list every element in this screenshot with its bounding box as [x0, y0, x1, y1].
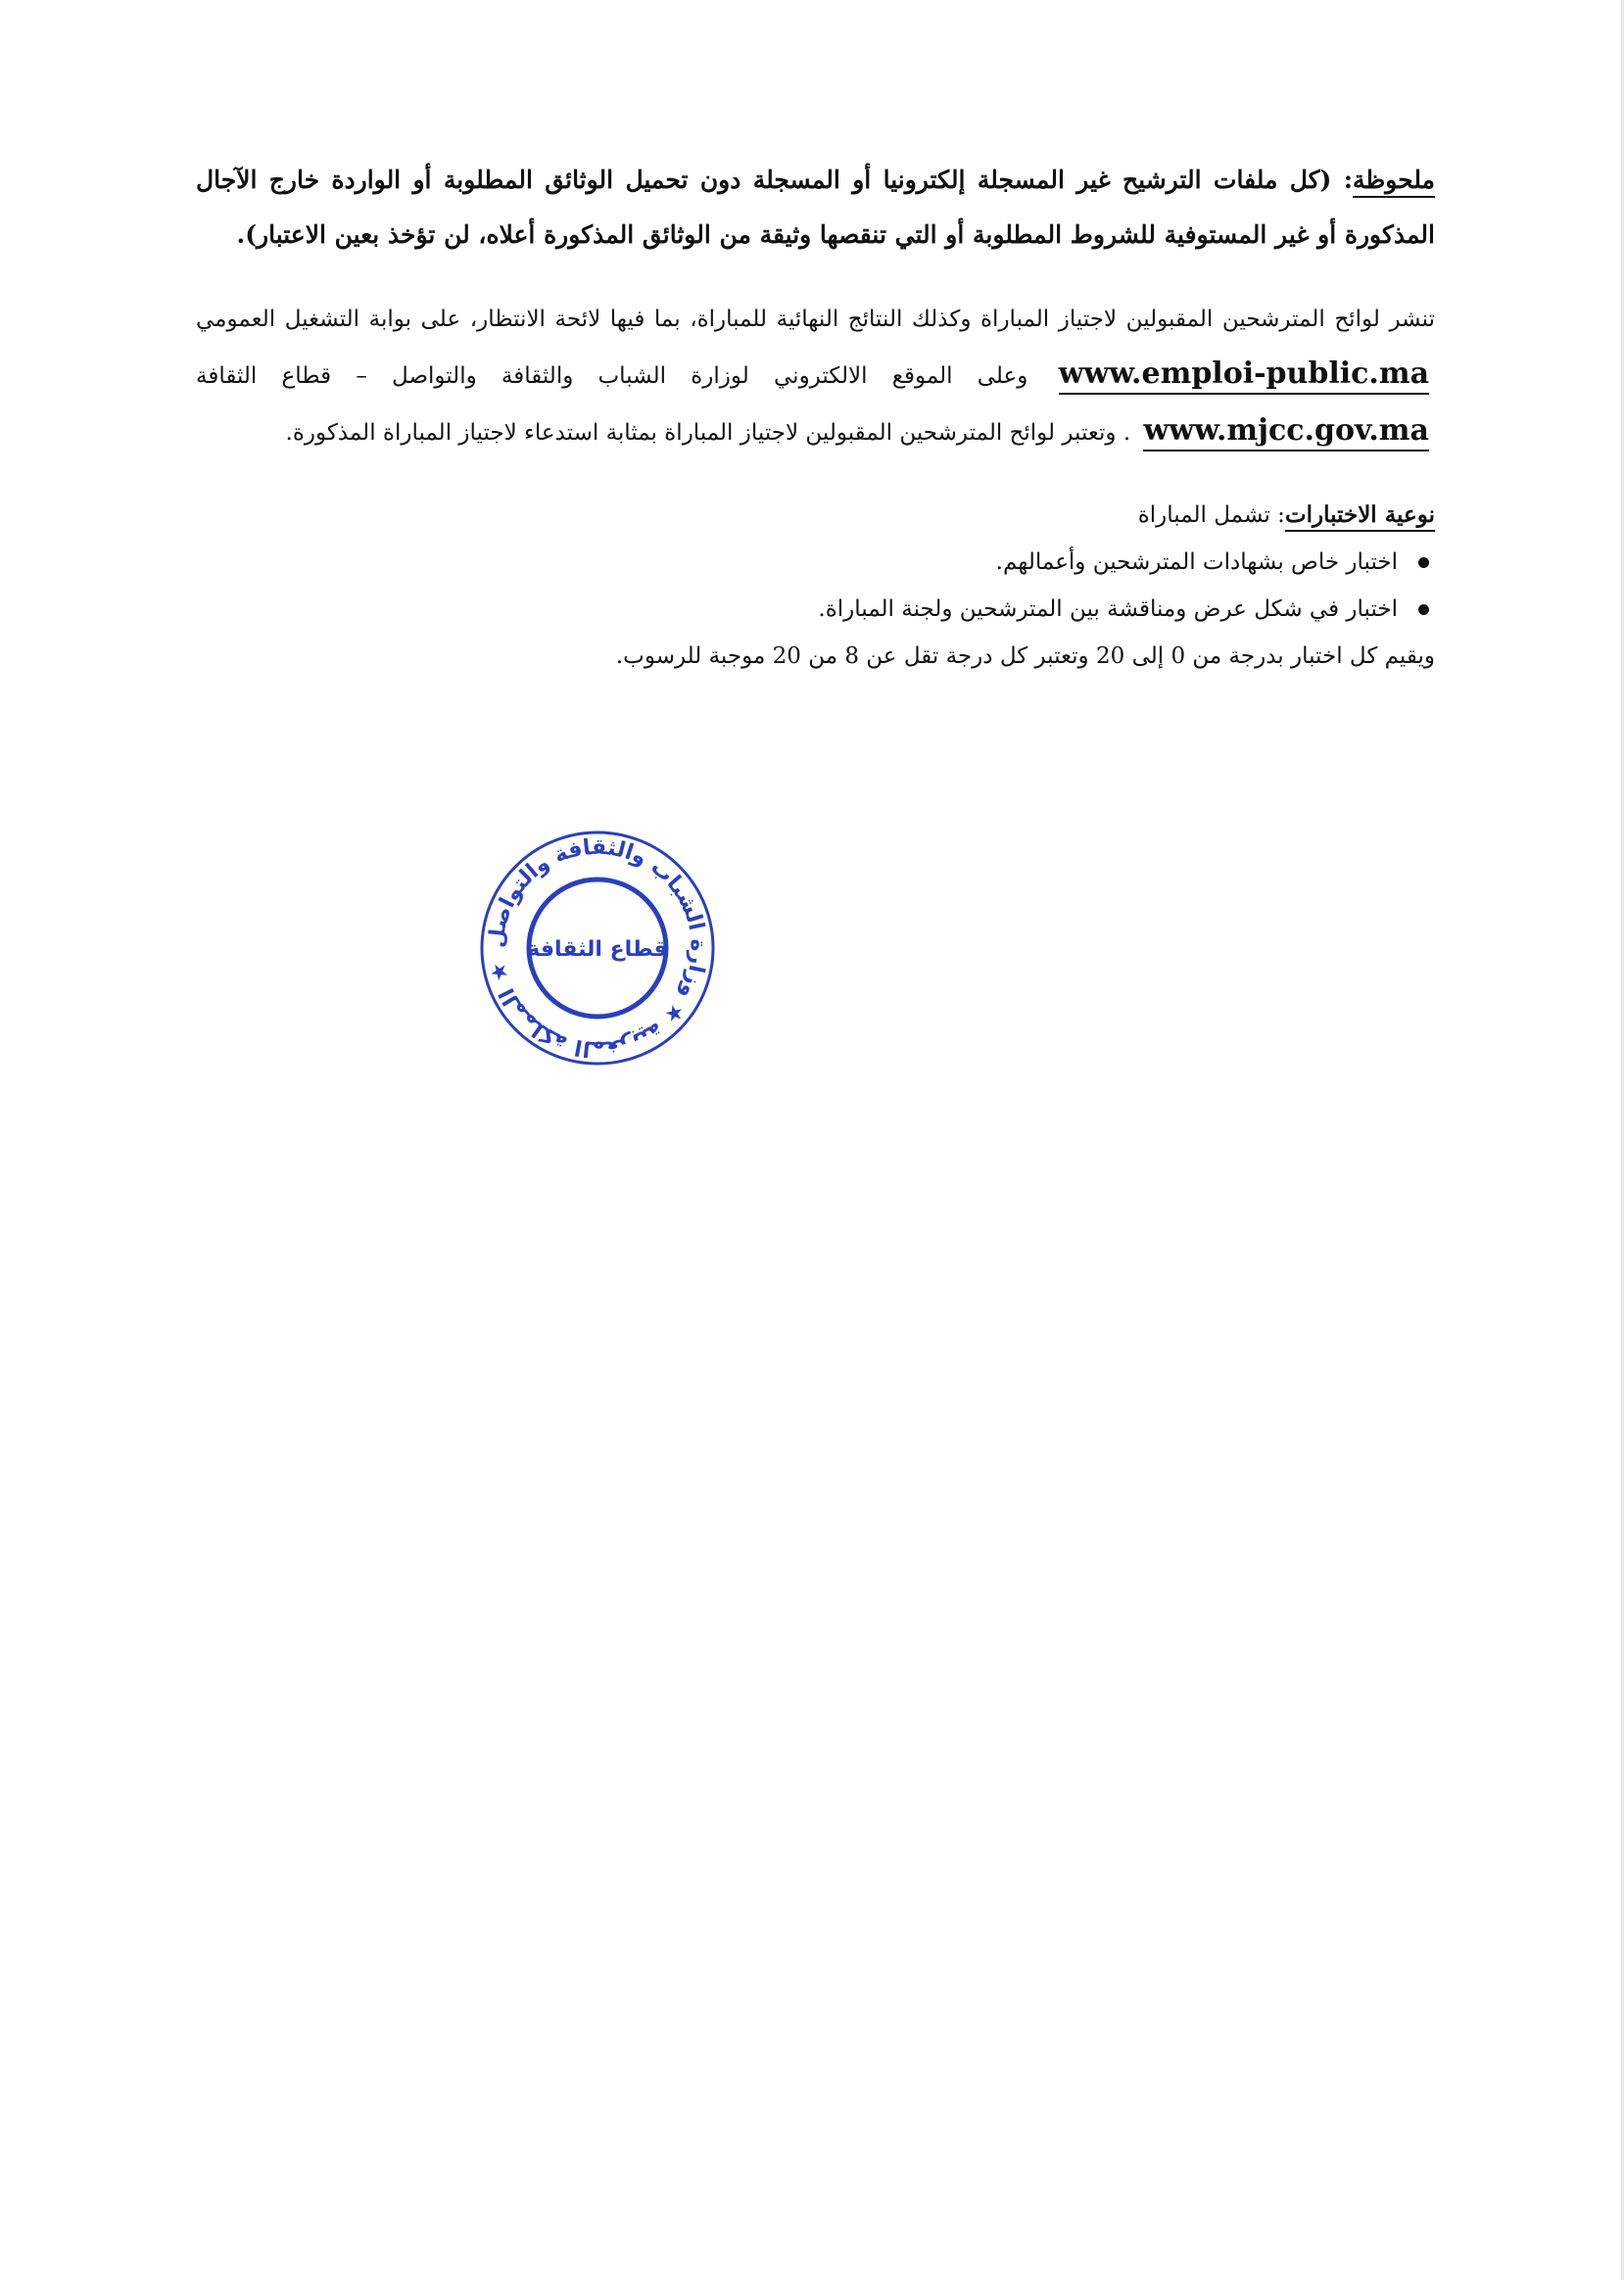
note-text: : (كل ملفات الترشيح غير المسجلة إلكترونيا أو المسجلة دون تحميل الوثائق المطلوبة أو الواردة خارج الآجال المذكورة أو غير المستوفية للشروط المطلوبة أو التي تنقصها وثيقة من الوثائق المذكورة أعلاه، لن تؤخذ بعين الاعتبار). [196, 166, 1435, 249]
tests-list [196, 539, 1435, 633]
publication-text-3: . وتعتبر لوائح المترشحين المقبولين لاجتياز المباراة بمثابة استدعاء لاجتياز المباراة المذكورة. [285, 420, 1131, 446]
test-item-1: اختبار خاص بشهادات المترشحين وأعمالهم. [995, 549, 1398, 575]
publication-text-1: تنشر لوائح المترشحين المقبولين لاجتياز المباراة وكذلك النتائج النهائية للمباراة، بما فيها لائحة الانتظار، على بوابة التشغيل العمومي [196, 307, 1435, 332]
bullet-icon [1418, 604, 1429, 615]
publication-text-2: وعلى الموقع الالكتروني لوزارة الشباب والثقافة والتواصل – قطاع الثقافة [196, 363, 1028, 389]
note-label: ملحوظة [1353, 166, 1435, 198]
publication-paragraph [196, 292, 1435, 460]
tests-heading: نوعية الاختبارات [1285, 501, 1435, 532]
stamp-inner-text: قطاع الثقافة [527, 937, 668, 962]
official-stamp [476, 827, 719, 1069]
bullet-icon [1418, 557, 1429, 568]
list-item [196, 539, 1435, 586]
tests-intro: : تشمل المباراة [1137, 502, 1285, 528]
test-item-2: اختبار في شكل عرض ومناقشة بين المترشحين ولجنة المباراة. [818, 596, 1398, 622]
grading-text: ويقيم كل اختبار بدرجة من 0 إلى 20 وتعتبر كل درجة تقل عن 8 من 20 موجبة للرسوب. [615, 643, 1435, 669]
stamp-outer-text: المملكة المغربية ★ وزارة الشباب والثقافة والتواصل ★ [484, 834, 711, 1062]
tests-heading-line [196, 492, 1435, 539]
tests-section [196, 492, 1435, 680]
mjcc-link[interactable]: www.mjcc.gov.ma [1143, 413, 1429, 451]
list-item [196, 586, 1435, 633]
note-paragraph [196, 153, 1435, 262]
emploi-public-link[interactable]: www.emploi-public.ma [1059, 356, 1429, 395]
